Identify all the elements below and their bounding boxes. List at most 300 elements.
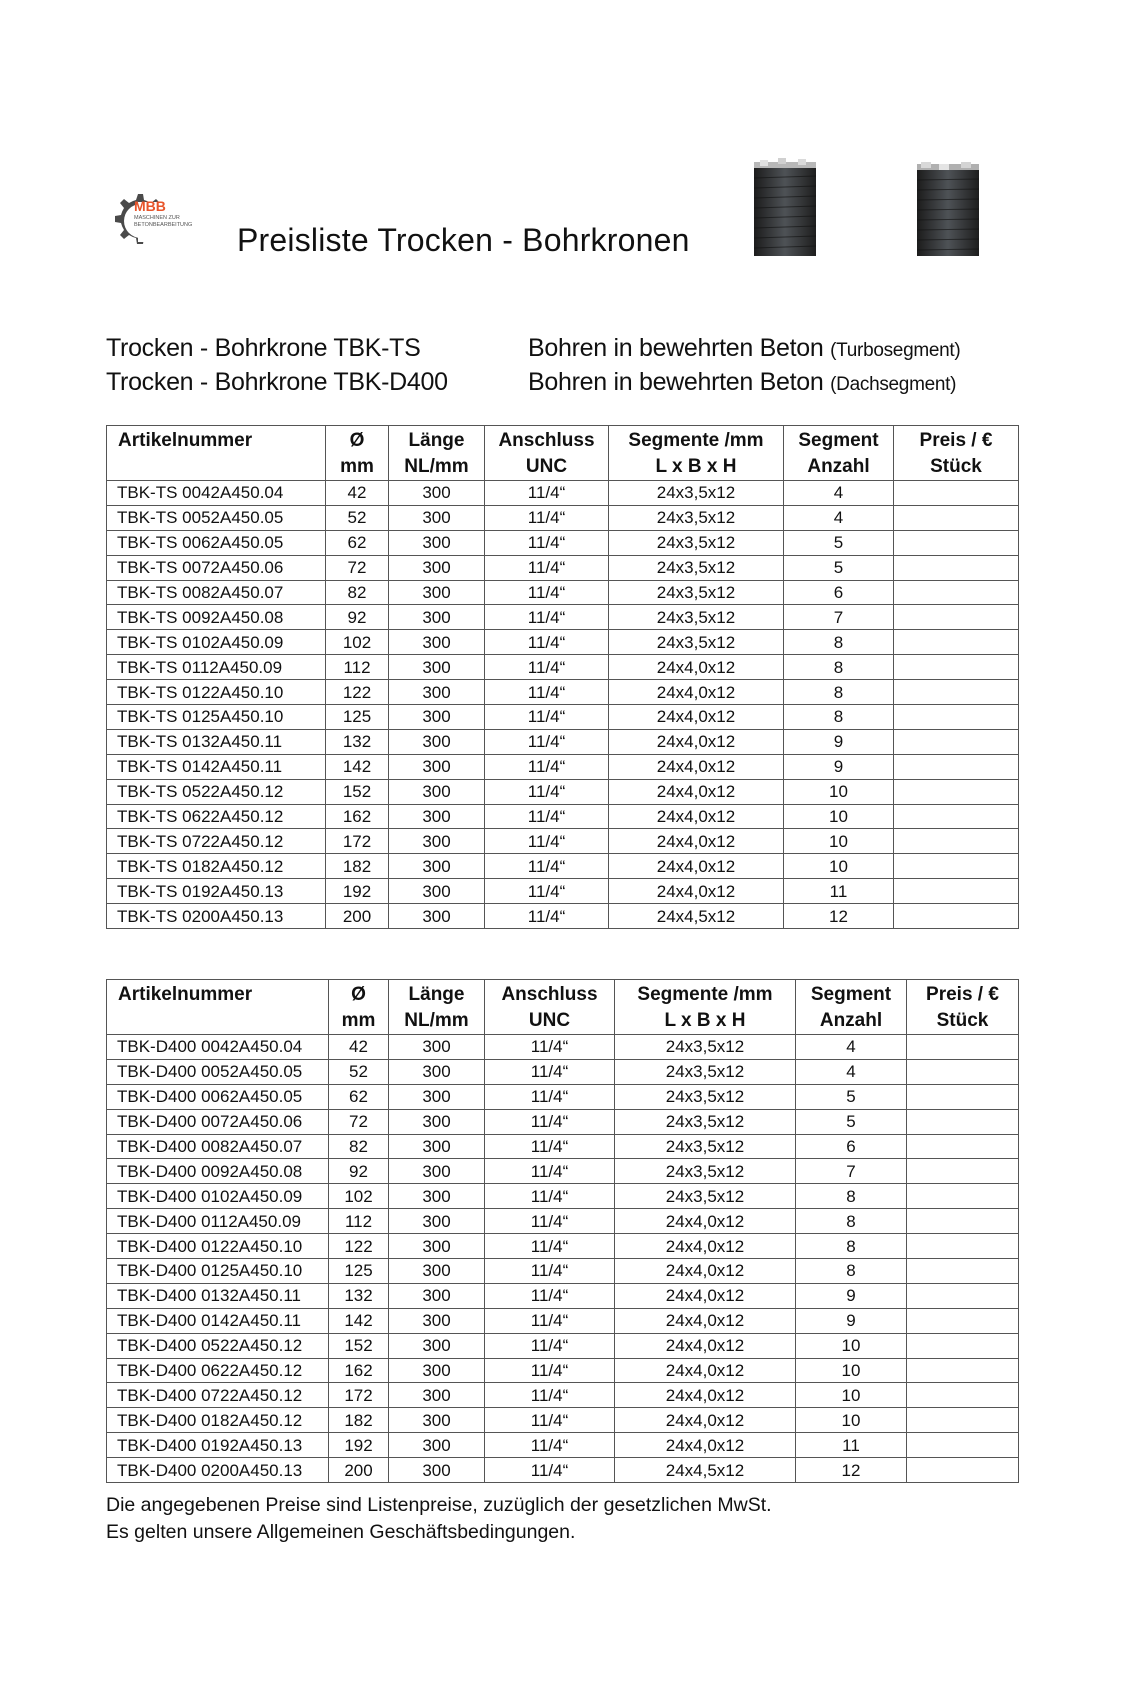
preis-cell [907,1159,1019,1184]
diameter-cell: 172 [326,829,389,854]
preis-cell [894,555,1019,580]
anschluss-cell: 11/4“ [485,1159,615,1184]
artikelnummer-cell: TBK-TS 0622A450.12 [107,804,326,829]
anschluss-cell: 11/4“ [485,655,609,680]
page-title: Preisliste Trocken - Bohrkronen [237,222,690,258]
col-header-diameter: Ø mm [329,980,389,1035]
preis-cell [907,1084,1019,1109]
anschluss-cell: 11/4“ [485,1259,615,1284]
anschluss-cell: 11/4“ [485,1433,615,1458]
usage-text: Bohren in bewehrten Beton [528,334,824,362]
artikelnummer-cell: TBK-TS 0092A450.08 [107,605,326,630]
diameter-cell: 132 [329,1283,389,1308]
diameter-cell: 162 [326,804,389,829]
preis-cell [907,1433,1019,1458]
segment-anzahl-cell: 8 [796,1184,907,1209]
segment-anzahl-cell: 8 [796,1209,907,1234]
segmente-cell: 24x3,5x12 [615,1084,796,1109]
footer-note-prices: Die angegebenen Preise sind Listenpreise, zuzüglich der gesetzlichen MwSt. [106,1494,772,1516]
artikelnummer-cell: TBK-TS 0200A450.13 [107,904,326,929]
table-row [107,505,1019,530]
segmente-cell: 24x3,5x12 [615,1109,796,1134]
laenge-cell: 300 [389,1209,485,1234]
diameter-cell: 122 [326,680,389,705]
table-row [107,1408,1019,1433]
anschluss-cell: 11/4“ [485,605,609,630]
preis-cell [907,1134,1019,1159]
table-row [107,904,1019,929]
diameter-cell: 132 [326,729,389,754]
diameter-cell: 52 [326,505,389,530]
artikelnummer-cell: TBK-D400 0092A450.08 [107,1159,329,1184]
segment-anzahl-cell: 6 [784,580,894,605]
segment-anzahl-cell: 9 [784,754,894,779]
table-row [107,1134,1019,1159]
anschluss-cell: 11/4“ [485,1333,615,1358]
preis-cell [894,829,1019,854]
table-row [107,1358,1019,1383]
table-row [107,1059,1019,1084]
segmente-cell: 24x4,0x12 [609,754,784,779]
laenge-cell: 300 [389,481,485,506]
preis-cell [907,1383,1019,1408]
artikelnummer-cell: TBK-D400 0052A450.05 [107,1059,329,1084]
logo-tagline-1: MASCHINEN ZUR [134,215,180,221]
segmente-cell: 24x3,5x12 [609,481,784,506]
diameter-cell: 142 [326,754,389,779]
preis-cell [907,1408,1019,1433]
artikelnummer-cell: TBK-TS 0042A450.04 [107,481,326,506]
table-row [107,1283,1019,1308]
anschluss-cell: 11/4“ [485,555,609,580]
table-row [107,1184,1019,1209]
segmente-cell: 24x3,5x12 [609,580,784,605]
anschluss-cell: 11/4“ [485,804,609,829]
company-logo [108,188,208,258]
col-header-laenge: Länge NL/mm [389,426,485,481]
laenge-cell: 300 [389,1059,485,1084]
diameter-cell: 72 [326,555,389,580]
diameter-cell: 142 [329,1308,389,1333]
segment-anzahl-cell: 4 [796,1059,907,1084]
artikelnummer-cell: TBK-TS 0072A450.06 [107,555,326,580]
segmente-cell: 24x4,0x12 [615,1333,796,1358]
segment-anzahl-cell: 11 [796,1433,907,1458]
anschluss-cell: 11/4“ [485,1059,615,1084]
table-row [107,1109,1019,1134]
preis-cell [894,655,1019,680]
table-row [107,705,1019,730]
segmente-cell: 24x3,5x12 [615,1134,796,1159]
anschluss-cell: 11/4“ [485,1109,615,1134]
anschluss-cell: 11/4“ [485,705,609,730]
laenge-cell: 300 [389,1433,485,1458]
segmente-cell: 24x4,0x12 [615,1408,796,1433]
anschluss-cell: 11/4“ [485,1134,615,1159]
segment-anzahl-cell: 8 [796,1259,907,1284]
segment-anzahl-cell: 5 [784,530,894,555]
logo-tagline-2: BETONBEARBEITUNG [134,222,193,228]
anschluss-cell: 11/4“ [485,680,609,705]
segmente-cell: 24x3,5x12 [615,1035,796,1060]
logo-brand-text: MBB [134,198,166,214]
diameter-cell: 200 [329,1458,389,1483]
laenge-cell: 300 [389,1259,485,1284]
diameter-cell: 82 [326,580,389,605]
diameter-cell: 102 [326,630,389,655]
artikelnummer-cell: TBK-TS 0192A450.13 [107,879,326,904]
segmente-cell: 24x4,0x12 [615,1259,796,1284]
segment-anzahl-cell: 7 [796,1159,907,1184]
artikelnummer-cell: TBK-D400 0112A450.09 [107,1209,329,1234]
segmente-cell: 24x4,0x12 [615,1433,796,1458]
usage-text: Bohren in bewehrten Beton [528,368,824,396]
diameter-cell: 122 [329,1234,389,1259]
segmente-cell: 24x3,5x12 [609,630,784,655]
preis-cell [894,481,1019,506]
preis-cell [907,1234,1019,1259]
segment-anzahl-cell: 10 [784,854,894,879]
segment-anzahl-cell: 8 [784,630,894,655]
preis-cell [894,804,1019,829]
segment-anzahl-cell: 12 [784,904,894,929]
table-row [107,779,1019,804]
segment-anzahl-cell: 4 [784,481,894,506]
table-row [107,804,1019,829]
diameter-cell: 72 [329,1109,389,1134]
segmente-cell: 24x4,0x12 [609,729,784,754]
artikelnummer-cell: TBK-TS 0132A450.11 [107,729,326,754]
segment-anzahl-cell: 11 [784,879,894,904]
diameter-cell: 112 [329,1209,389,1234]
segment-anzahl-cell: 8 [796,1234,907,1259]
price-table-tbk-d400 [106,979,1019,1483]
laenge-cell: 300 [389,1308,485,1333]
laenge-cell: 300 [389,854,485,879]
preis-cell [894,630,1019,655]
preis-cell [894,530,1019,555]
laenge-cell: 300 [389,505,485,530]
diameter-cell: 125 [326,705,389,730]
table-header-row [107,980,1019,1035]
segment-anzahl-cell: 10 [784,829,894,854]
table-row [107,854,1019,879]
preis-cell [894,705,1019,730]
segmente-cell: 24x4,0x12 [615,1383,796,1408]
laenge-cell: 300 [389,630,485,655]
diameter-cell: 125 [329,1259,389,1284]
table-row [107,754,1019,779]
segment-anzahl-cell: 10 [796,1358,907,1383]
preis-cell [907,1283,1019,1308]
laenge-cell: 300 [389,1383,485,1408]
table-row [107,680,1019,705]
preis-cell [907,1059,1019,1084]
diameter-cell: 182 [326,854,389,879]
artikelnummer-cell: TBK-D400 0102A450.09 [107,1184,329,1209]
anschluss-cell: 11/4“ [485,754,609,779]
segment-anzahl-cell: 10 [796,1383,907,1408]
table-row [107,1259,1019,1284]
anschluss-cell: 11/4“ [485,1383,615,1408]
anschluss-cell: 11/4“ [485,729,609,754]
col-header-segment-anzahl: Segment Anzahl [784,426,894,481]
table-row [107,1035,1019,1060]
artikelnummer-cell: TBK-D400 0122A450.10 [107,1234,329,1259]
segmente-cell: 24x4,0x12 [615,1358,796,1383]
anschluss-cell: 11/4“ [485,580,609,605]
core-drill-bit-dachsegment-image [915,152,981,256]
laenge-cell: 300 [389,1458,485,1483]
anschluss-cell: 11/4“ [485,1184,615,1209]
preis-cell [894,729,1019,754]
laenge-cell: 300 [389,1333,485,1358]
segment-anzahl-cell: 4 [796,1035,907,1060]
laenge-cell: 300 [389,1134,485,1159]
segmente-cell: 24x4,0x12 [609,829,784,854]
segmente-cell: 24x3,5x12 [609,505,784,530]
diameter-cell: 42 [329,1035,389,1060]
col-header-artikelnummer: Artikelnummer [107,426,326,481]
artikelnummer-cell: TBK-D400 0192A450.13 [107,1433,329,1458]
segment-anzahl-cell: 12 [796,1458,907,1483]
table-row [107,1308,1019,1333]
preis-cell [907,1458,1019,1483]
anschluss-cell: 11/4“ [485,630,609,655]
laenge-cell: 300 [389,1184,485,1209]
diameter-cell: 82 [329,1134,389,1159]
table-row [107,1433,1019,1458]
preis-cell [907,1333,1019,1358]
table-row [107,1209,1019,1234]
preis-cell [894,854,1019,879]
anschluss-cell: 11/4“ [485,1209,615,1234]
preis-cell [907,1184,1019,1209]
diameter-cell: 200 [326,904,389,929]
table-header-row [107,426,1019,481]
laenge-cell: 300 [389,1084,485,1109]
artikelnummer-cell: TBK-TS 0052A450.05 [107,505,326,530]
table-row [107,1383,1019,1408]
laenge-cell: 300 [389,680,485,705]
col-header-diameter: Ø mm [326,426,389,481]
preis-cell [907,1035,1019,1060]
segment-anzahl-cell: 5 [796,1109,907,1134]
col-header-segmente: Segmente /mm L x B x H [615,980,796,1035]
laenge-cell: 300 [389,1234,485,1259]
table-row [107,555,1019,580]
laenge-cell: 300 [389,829,485,854]
diameter-cell: 62 [326,530,389,555]
segment-anzahl-cell: 8 [784,705,894,730]
preis-cell [894,904,1019,929]
col-header-segment-anzahl: Segment Anzahl [796,980,907,1035]
artikelnummer-cell: TBK-D400 0182A450.12 [107,1408,329,1433]
anschluss-cell: 11/4“ [485,1283,615,1308]
segmente-cell: 24x4,0x12 [609,854,784,879]
diameter-cell: 192 [329,1433,389,1458]
preis-cell [907,1358,1019,1383]
diameter-cell: 172 [329,1383,389,1408]
preis-cell [907,1308,1019,1333]
segment-anzahl-cell: 8 [784,680,894,705]
laenge-cell: 300 [389,879,485,904]
product-name-ts: Trocken - Bohrkrone TBK-TS [106,334,421,362]
segmente-cell: 24x4,0x12 [615,1283,796,1308]
col-header-laenge: Länge NL/mm [389,980,485,1035]
segmente-cell: 24x3,5x12 [615,1059,796,1084]
segmente-cell: 24x3,5x12 [615,1159,796,1184]
segment-type: (Turbosegment) [830,340,961,361]
anschluss-cell: 11/4“ [485,1358,615,1383]
segmente-cell: 24x3,5x12 [615,1184,796,1209]
segmente-cell: 24x4,0x12 [609,879,784,904]
laenge-cell: 300 [389,779,485,804]
table-row [107,1333,1019,1358]
artikelnummer-cell: TBK-D400 0125A450.10 [107,1259,329,1284]
diameter-cell: 62 [329,1084,389,1109]
col-header-preis: Preis / € Stück [894,426,1019,481]
anschluss-cell: 11/4“ [485,1458,615,1483]
preis-cell [907,1209,1019,1234]
diameter-cell: 102 [329,1184,389,1209]
artikelnummer-cell: TBK-D400 0072A450.06 [107,1109,329,1134]
segment-anzahl-cell: 10 [796,1408,907,1433]
laenge-cell: 300 [389,1159,485,1184]
artikelnummer-cell: TBK-D400 0200A450.13 [107,1458,329,1483]
artikelnummer-cell: TBK-TS 0722A450.12 [107,829,326,854]
laenge-cell: 300 [389,1283,485,1308]
artikelnummer-cell: TBK-TS 0082A450.07 [107,580,326,605]
segmente-cell: 24x4,0x12 [609,655,784,680]
artikelnummer-cell: TBK-D400 0132A450.11 [107,1283,329,1308]
table-row [107,829,1019,854]
table-row [107,481,1019,506]
anschluss-cell: 11/4“ [485,904,609,929]
table-row [107,1458,1019,1483]
segment-anzahl-cell: 10 [796,1333,907,1358]
artikelnummer-cell: TBK-TS 0112A450.09 [107,655,326,680]
artikelnummer-cell: TBK-TS 0522A450.12 [107,779,326,804]
diameter-cell: 42 [326,481,389,506]
table-row [107,1234,1019,1259]
table-row [107,580,1019,605]
segment-anzahl-cell: 4 [784,505,894,530]
anschluss-cell: 11/4“ [485,1035,615,1060]
anschluss-cell: 11/4“ [485,1408,615,1433]
segmente-cell: 24x3,5x12 [609,555,784,580]
artikelnummer-cell: TBK-D400 0622A450.12 [107,1358,329,1383]
segmente-cell: 24x4,5x12 [615,1458,796,1483]
anschluss-cell: 11/4“ [485,505,609,530]
segment-anzahl-cell: 9 [796,1283,907,1308]
laenge-cell: 300 [389,1035,485,1060]
artikelnummer-cell: TBK-D400 0522A450.12 [107,1333,329,1358]
segment-anzahl-cell: 10 [784,804,894,829]
table-row [107,1159,1019,1184]
laenge-cell: 300 [389,1358,485,1383]
segment-anzahl-cell: 8 [784,655,894,680]
artikelnummer-cell: TBK-D400 0082A450.07 [107,1134,329,1159]
table-body [107,1035,1019,1483]
segment-anzahl-cell: 10 [784,779,894,804]
segmente-cell: 24x3,5x12 [609,605,784,630]
artikelnummer-cell: TBK-TS 0062A450.05 [107,530,326,555]
footer-note-terms: Es gelten unsere Allgemeinen Geschäftsbedingungen. [106,1521,576,1543]
segmente-cell: 24x3,5x12 [609,530,784,555]
laenge-cell: 300 [389,655,485,680]
table-row [107,605,1019,630]
anschluss-cell: 11/4“ [485,530,609,555]
segment-anzahl-cell: 5 [796,1084,907,1109]
price-table-tbk-ts [106,425,1019,929]
artikelnummer-cell: TBK-TS 0122A450.10 [107,680,326,705]
table-row [107,1084,1019,1109]
diameter-cell: 92 [329,1159,389,1184]
preis-cell [894,754,1019,779]
preis-cell [894,580,1019,605]
col-header-anschluss: Anschluss UNC [485,426,609,481]
artikelnummer-cell: TBK-TS 0125A450.10 [107,705,326,730]
artikelnummer-cell: TBK-D400 0722A450.12 [107,1383,329,1408]
anschluss-cell: 11/4“ [485,779,609,804]
anschluss-cell: 11/4“ [485,1084,615,1109]
diameter-cell: 182 [329,1408,389,1433]
segmente-cell: 24x4,0x12 [609,779,784,804]
segment-type: (Dachsegment) [830,374,957,395]
preis-cell [894,879,1019,904]
segmente-cell: 24x4,0x12 [609,705,784,730]
preis-cell [907,1109,1019,1134]
preis-cell [894,505,1019,530]
diameter-cell: 152 [326,779,389,804]
artikelnummer-cell: TBK-TS 0182A450.12 [107,854,326,879]
col-header-segmente: Segmente /mm L x B x H [609,426,784,481]
segmente-cell: 24x4,0x12 [615,1308,796,1333]
artikelnummer-cell: TBK-D400 0062A450.05 [107,1084,329,1109]
artikelnummer-cell: TBK-D400 0142A450.11 [107,1308,329,1333]
col-header-anschluss: Anschluss UNC [485,980,615,1035]
laenge-cell: 300 [389,530,485,555]
artikelnummer-cell: TBK-TS 0142A450.11 [107,754,326,779]
laenge-cell: 300 [389,904,485,929]
laenge-cell: 300 [389,580,485,605]
table-row [107,879,1019,904]
laenge-cell: 300 [389,804,485,829]
laenge-cell: 300 [389,729,485,754]
laenge-cell: 300 [389,705,485,730]
preis-cell [894,605,1019,630]
anschluss-cell: 11/4“ [485,481,609,506]
anschluss-cell: 11/4“ [485,1308,615,1333]
diameter-cell: 152 [329,1333,389,1358]
laenge-cell: 300 [389,555,485,580]
anschluss-cell: 11/4“ [485,854,609,879]
segment-anzahl-cell: 6 [796,1134,907,1159]
segmente-cell: 24x4,0x12 [609,680,784,705]
laenge-cell: 300 [389,1408,485,1433]
product-name-d400: Trocken - Bohrkrone TBK-D400 [106,368,448,396]
diameter-cell: 112 [326,655,389,680]
segment-anzahl-cell: 7 [784,605,894,630]
diameter-cell: 162 [329,1358,389,1383]
preis-cell [894,779,1019,804]
laenge-cell: 300 [389,605,485,630]
laenge-cell: 300 [389,754,485,779]
segmente-cell: 24x4,0x12 [609,804,784,829]
diameter-cell: 192 [326,879,389,904]
segmente-cell: 24x4,0x12 [615,1209,796,1234]
